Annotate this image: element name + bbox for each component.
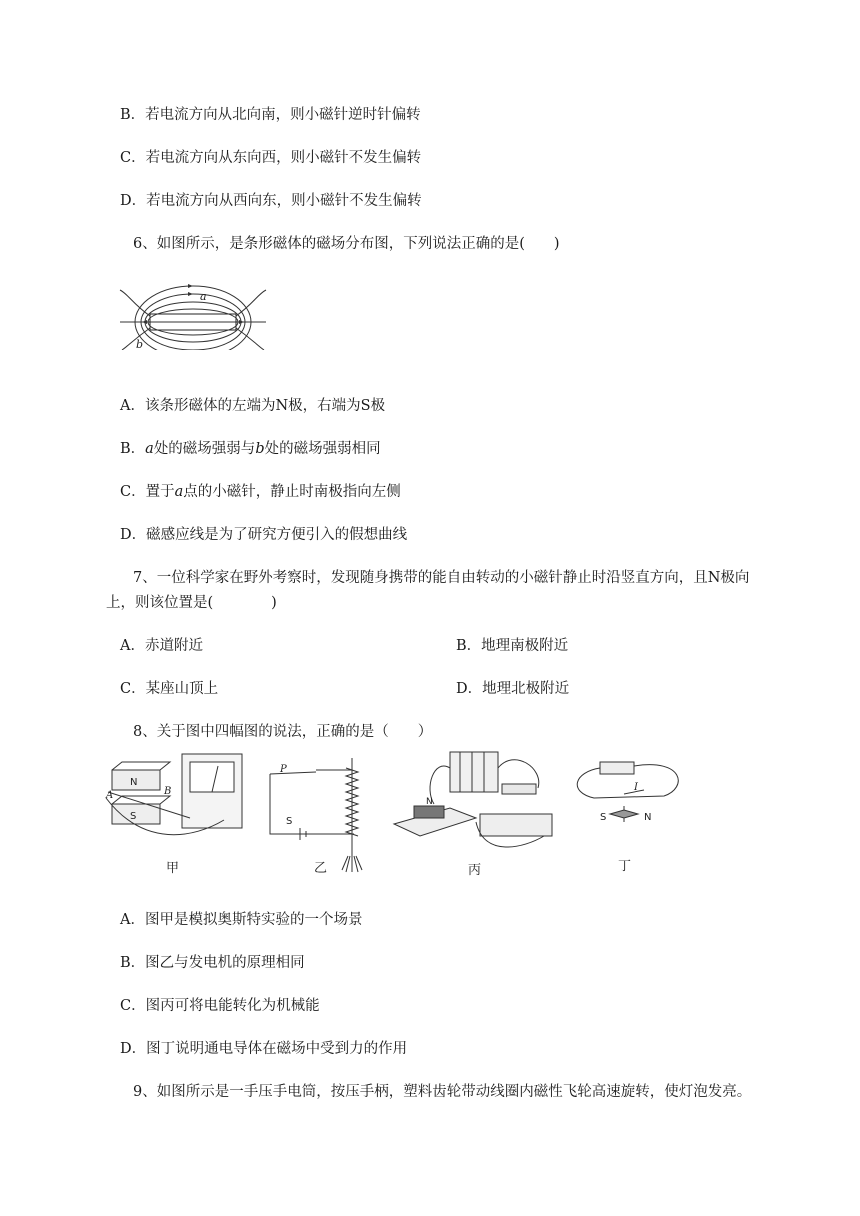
battery-box [450, 752, 498, 792]
figure-bing [394, 752, 552, 847]
figure-yi [270, 758, 362, 872]
arrow-icon [188, 284, 193, 288]
q6-option-a: A．该条形磁体的左端为N极，右端为S极 [120, 398, 386, 414]
four-figures-panel [104, 748, 688, 882]
arrow-icon [142, 320, 147, 324]
circuit-wire [270, 774, 354, 834]
q7-stem-line2: 上，则该位置是( ) [106, 595, 277, 611]
q7-option-d: D．地理北极附近 [456, 681, 570, 697]
label-p: P [280, 764, 287, 775]
switch-blade [270, 772, 316, 774]
q7-option-c: C．某座山顶上 [120, 681, 219, 697]
label-s-compass: S [600, 812, 607, 823]
q8-option-b: B．图乙与发电机的原理相同 [120, 955, 305, 971]
q6-option-d: D．磁感应线是为了研究方便引入的假想曲线 [120, 527, 408, 543]
bar-magnet-field-figure [118, 274, 268, 350]
var-a: a [174, 484, 184, 500]
var-b: b [255, 441, 265, 457]
compass-needle [610, 810, 638, 818]
caption-yi: 乙 [314, 861, 328, 876]
q5-option-b: B．若电流方向从北向南，则小磁针逆时针偏转 [120, 107, 421, 123]
q6-option-b [120, 439, 381, 459]
caption-bing: 丙 [468, 863, 482, 878]
q5-option-d: D．若电流方向从西向东，则小磁针不发生偏转 [120, 193, 422, 209]
battery [600, 762, 634, 774]
field-line [135, 286, 251, 350]
q7-option-a: A．赤道附近 [120, 638, 203, 654]
arrow-icon [188, 292, 193, 296]
q8-option-c: C．图丙可将电能转化为机械能 [120, 998, 320, 1014]
label-s: S [130, 811, 137, 822]
label-b: B [164, 786, 172, 797]
field-line [236, 328, 264, 350]
q8-option-d: D．图丁说明通电导体在磁场中受到力的作用 [120, 1041, 408, 1057]
label-s-switch: S [286, 816, 293, 827]
label-current: I [634, 782, 638, 793]
opt-text: 处的磁场强弱相同 [264, 441, 381, 457]
magnet [414, 806, 444, 818]
point-a-label: a [200, 290, 207, 303]
q5-option-c: C．若电流方向从东向西，则小磁针不发生偏转 [120, 150, 422, 166]
q7-option-b: B．地理南极附近 [456, 638, 569, 654]
q8-option-a: A．图甲是模拟奥斯特实验的一个场景 [120, 912, 363, 928]
opt-prefix: C．置于 [120, 484, 175, 500]
figure-jia [106, 754, 242, 835]
var-a: a [145, 441, 154, 457]
figure-ding [577, 762, 678, 822]
label-n-magnet: N [426, 797, 433, 807]
field-line [236, 290, 266, 316]
switch [502, 784, 536, 794]
arrow-icon [239, 320, 244, 324]
opt-text: 点的小磁针，静止时南极指向左侧 [183, 484, 401, 500]
caption-jia: 甲 [166, 861, 180, 876]
q9-stem: 9、如图所示是一手压手电筒，按压手柄，塑料齿轮带动线圈内磁性飞轮高速旋转，使灯泡发亮。 [133, 1084, 752, 1100]
coil [346, 768, 358, 836]
q7-stem-line1: 7、一位科学家在野外考察时，发现随身携带的能自由转动的小磁针静止时沿竖直方向，且N极向 [133, 570, 750, 586]
q6-option-c [120, 482, 401, 502]
q6-stem: 6、如图所示，是条形磁体的磁场分布图，下列说法正确的是( ) [133, 236, 560, 252]
opt-prefix: B． [120, 441, 146, 457]
field-line [120, 290, 150, 316]
iron-filings [342, 856, 362, 872]
label-a: A [106, 790, 114, 801]
caption-ding: 丁 [618, 859, 632, 874]
opt-text: 处的磁场强弱与 [153, 441, 256, 457]
label-n-compass: N [644, 812, 652, 823]
q8-stem: 8、关于图中四幅图的说法，正确的是（ ） [133, 724, 433, 740]
rheostat [480, 814, 552, 836]
label-n: N [130, 777, 138, 788]
point-b-label: b [136, 338, 144, 350]
